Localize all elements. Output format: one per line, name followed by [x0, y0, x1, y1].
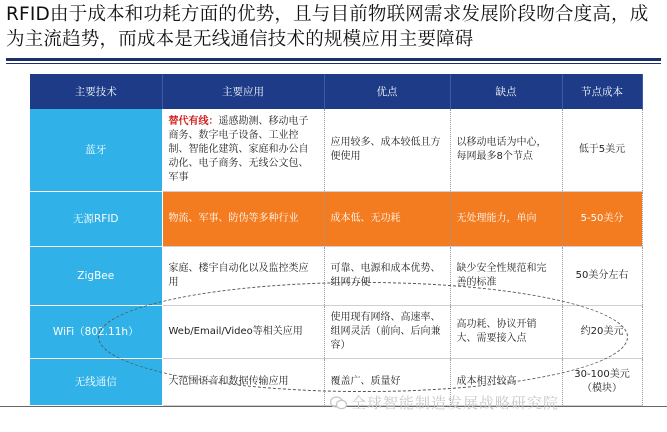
- tech-name-cell: 无源RFID: [30, 192, 162, 247]
- table-header-row: [30, 74, 642, 109]
- cost-cell: 约20美元: [562, 306, 642, 359]
- header-cons: 缺点: [450, 74, 562, 109]
- pros-cell: 成本低、无功耗: [324, 192, 450, 247]
- application-cell: Web/Email/Video等相关应用: [162, 306, 324, 359]
- tech-name-cell: ZigBee: [30, 247, 162, 306]
- wechat-icon: [330, 396, 347, 410]
- title-rule-thin: [6, 63, 661, 64]
- pros-cell: 使用现有网络、高速率、组网灵活（前向、后向兼容）: [324, 306, 450, 359]
- application-cell: 大范围语音和数据传输应用: [162, 359, 324, 406]
- application-text: 遥感勘测、移动电子商务、数字电子设备、工业控制、智能化建筑、家庭和办公自动化、电子商务、无线公文包、军事: [168, 116, 309, 183]
- pros-cell: 覆盖广、质量好: [324, 359, 450, 406]
- cons-cell: 无处理能力，单向: [450, 192, 562, 247]
- cons-cell: 高功耗、协议开销大、需要接入点: [450, 306, 562, 359]
- header-application: 主要应用: [162, 74, 324, 109]
- application-cell: 家庭、楼宇自动化以及监控类应用: [162, 247, 324, 306]
- title-rule: [6, 58, 661, 61]
- pros-cell: 可靠、电源和成本优势、组网方便: [324, 247, 450, 306]
- watermark-text: 全球智能制造发展战略研究院: [351, 394, 560, 412]
- tech-name-cell: 蓝牙: [30, 109, 162, 192]
- tech-name-cell: WiFi（802.11h）: [30, 306, 162, 359]
- header-pros: 优点: [324, 74, 450, 109]
- table-row: [30, 109, 642, 192]
- cons-cell: 以移动电话为中心，每网最多8个节点: [450, 109, 562, 192]
- application-cell: 物流、军事、防伪等多种行业: [162, 192, 324, 247]
- pros-cell: 应用较多、成本较低且方便使用: [324, 109, 450, 192]
- table-row: [30, 247, 642, 306]
- cost-cell: 低于5美元: [562, 109, 642, 192]
- table-row: [30, 306, 642, 359]
- cost-cell: 5-50美分: [562, 192, 642, 247]
- slide-headline: RFID由于成本和功耗方面的优势，且与目前物联网需求发展阶段吻合度高，成为主流趋势，而成本是无线通信技术的规模应用主要障碍: [6, 4, 649, 50]
- header-cost: 节点成本: [562, 74, 642, 109]
- cost-cell: 30-100美元（模块）: [562, 359, 642, 406]
- table-row-highlighted: [30, 192, 642, 247]
- application-cell: [162, 109, 324, 192]
- cons-cell: 成本相对较高: [450, 359, 562, 406]
- application-label: 替代有线：: [168, 116, 219, 127]
- tech-name-cell: 无线通信: [30, 359, 162, 406]
- comparison-table: [30, 74, 643, 406]
- header-tech: 主要技术: [30, 74, 162, 109]
- cost-cell: 50美分左右: [562, 247, 642, 306]
- watermark: [330, 392, 559, 413]
- cons-cell: 缺少安全性规范和完善的标准: [450, 247, 562, 306]
